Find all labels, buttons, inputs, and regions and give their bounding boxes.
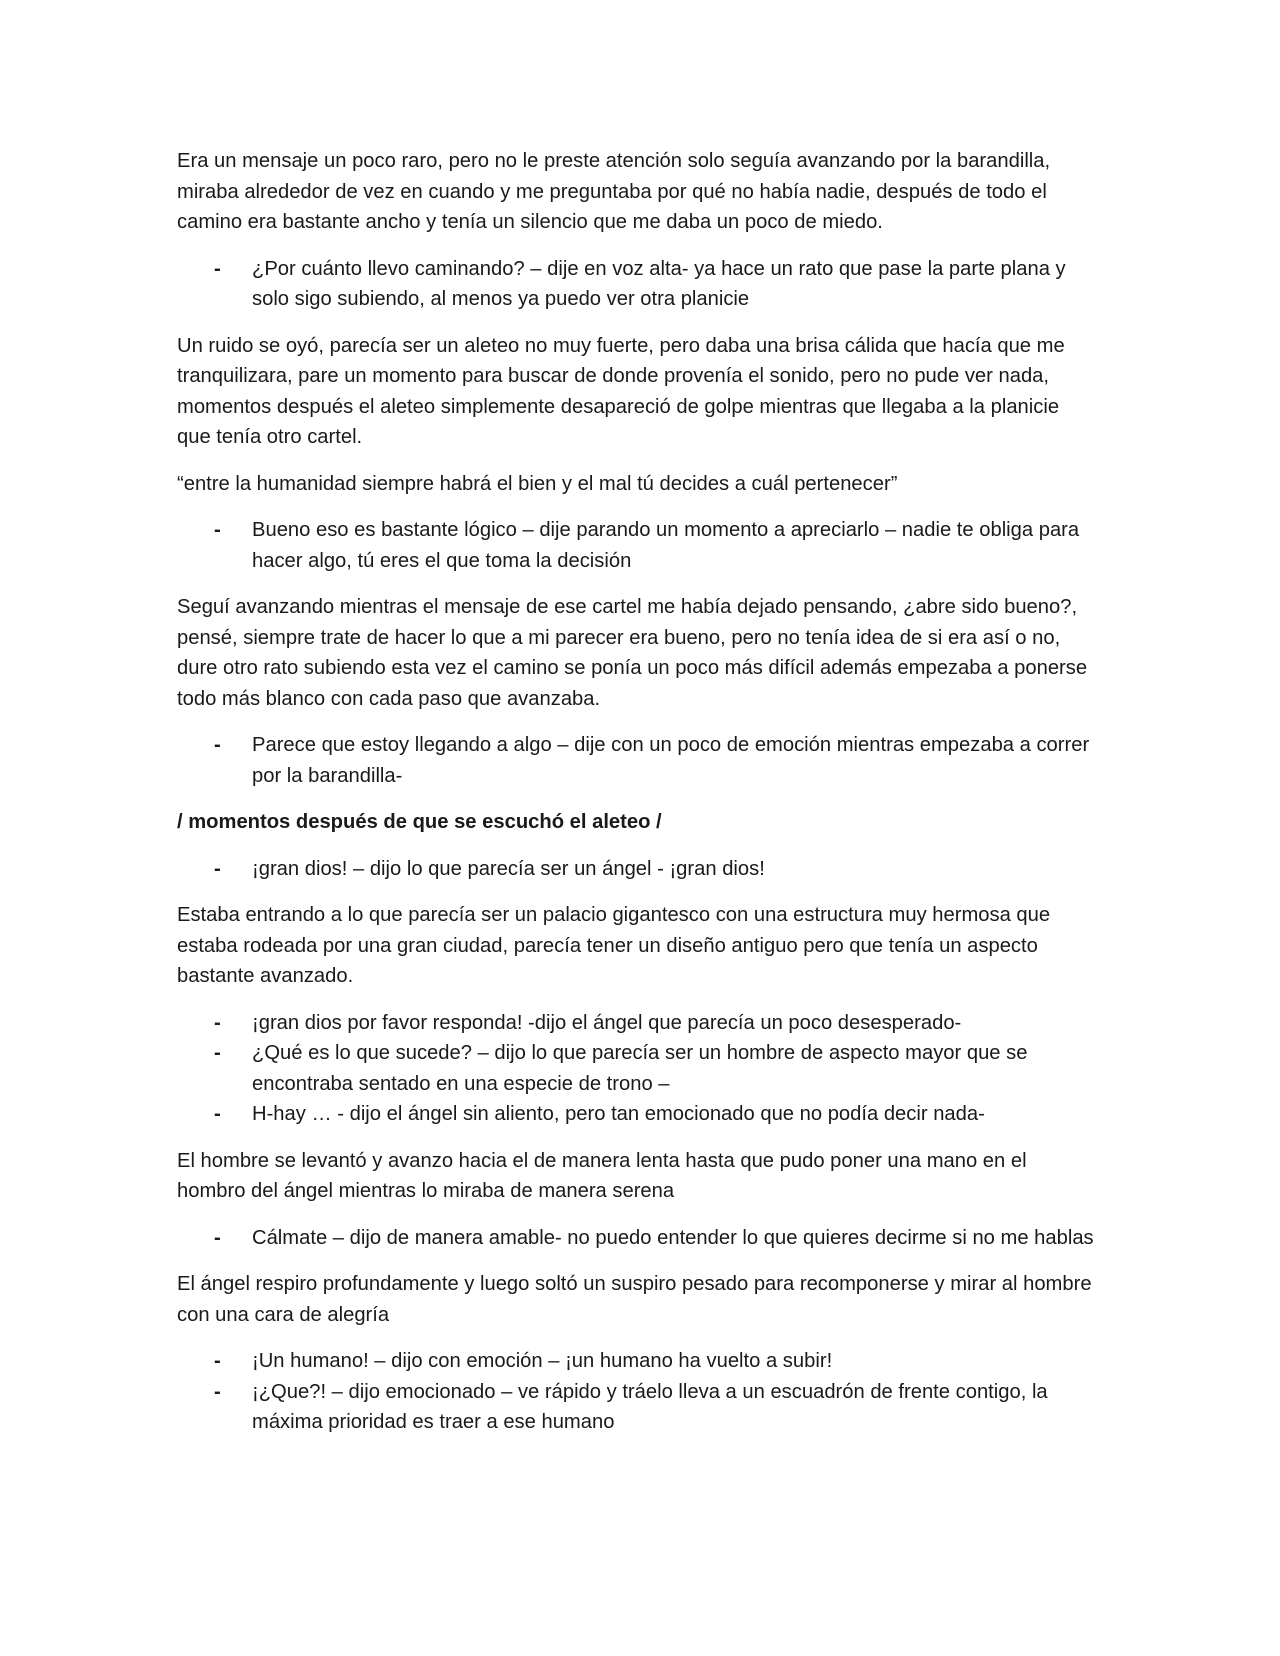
dialogue-item [177,1008,1097,1039]
dialogue-text: ¡gran dios por favor responda! -dijo el ángel que parecía un poco desesperado- [252,1011,962,1034]
sign-quote: “entre la humanidad siempre habrá el bien y el mal tú decides a cuál pertenecer” [177,472,898,495]
dialogue-text: Parece que estoy llegando a algo – dije con un poco de emoción mientras empezaba a correr por la barandilla- [252,734,1090,787]
dash-bullet: - [214,1103,221,1125]
dash-bullet: - [214,1226,221,1249]
dialogue-text: ¡Un humano! – dijo con emoción – ¡un humano ha vuelto a subir! [252,1350,833,1372]
dialogue-item [177,515,1097,576]
dialogue-item [177,854,1097,885]
dialogue-item [177,1377,1097,1438]
paragraph: El hombre se levantó y avanzo hacia el de manera lenta hasta que pudo poner una mano en el hombro del ángel mientras lo miraba de manera serena [177,1149,1027,1202]
dialogue-text: Bueno eso es bastante lógico – dije parando un momento a apreciarlo – nadie te obliga para hacer algo, tú eres el que toma la decisión [252,519,1080,572]
paragraph: Seguí avanzando mientras el mensaje de ese cartel me había dejado pensando, ¿abre sido bueno?, pensé, siempre trate de hacer lo que a mi parecer era bueno, pero no tenía idea de si era así o no, dure otro rato subiendo esta vez el camino se ponía un poco más difícil además empezaba a ponerse todo más blanco con cada paso que avanzaba. [177,596,1088,710]
dialogue-list [177,254,1097,315]
scene-break-heading: / momentos después de que se escuchó el aleteo / [177,811,662,833]
paragraph: El ángel respiro profundamente y luego soltó un suspiro pesado para recomponerse y mirar al hombre con una cara de alegría [177,1273,1092,1326]
dialogue-item [177,254,1097,315]
dash-bullet: - [214,1380,221,1403]
dash-bullet: - [214,257,221,280]
dialogue-item [177,1223,1097,1254]
dialogue-text: ¡¿Que?! – dijo emocionado – ve rápido y tráelo lleva a un escuadrón de frente contigo, la máxima prioridad es traer a ese humano [252,1380,1048,1433]
dash-bullet: - [214,734,221,756]
paragraph: Un ruido se oyó, parecía ser un aleteo no muy fuerte, pero daba una brisa cálida que hacía que me tranquilizara, pare un momento para buscar de donde provenía el sonido, pero no pude ver nada, momentos después el aleteo simplemente desapareció de golpe mientras que llegaba a la planicie que tenía otro cartel. [177,334,1065,448]
dash-bullet: - [214,857,221,880]
dash-bullet: - [214,1042,221,1064]
dialogue-item [177,730,1097,791]
dialogue-list [177,1223,1097,1254]
dialogue-item [177,1038,1097,1099]
document-page [177,146,1097,1454]
dialogue-text: ¿Por cuánto llevo caminando? – dije en voz alta- ya hace un rato que pase la parte plana y solo sigo subiendo, al menos ya puedo ver otra planicie [252,257,1066,310]
dialogue-list [177,730,1097,791]
dialogue-list [177,1008,1097,1130]
dialogue-list [177,854,1097,885]
dialogue-text: H-hay … - dijo el ángel sin aliento, pero tan emocionado que no podía decir nada- [252,1103,985,1125]
dialogue-list [177,515,1097,576]
dialogue-item [177,1099,1097,1130]
paragraph: Estaba entrando a lo que parecía ser un palacio gigantesco con una estructura muy hermosa que estaba rodeada por una gran ciudad, parecía tener un diseño antiguo pero que tenía un aspecto bastante avanzado. [177,904,1051,987]
dash-bullet: - [214,1350,221,1372]
dialogue-list [177,1346,1097,1438]
paragraph: Era un mensaje un poco raro, pero no le preste atención solo seguía avanzando por la barandilla, miraba alrededor de vez en cuando y me preguntaba por qué no había nadie, después de todo el camino era bastante ancho y tenía un silencio que me daba un poco de miedo. [177,150,1051,233]
dialogue-text: ¿Qué es lo que sucede? – dijo lo que parecía ser un hombre de aspecto mayor que se encontraba sentado en una especie de trono – [252,1042,1028,1095]
dash-bullet: - [214,519,221,541]
dash-bullet: - [214,1011,221,1034]
dialogue-item [177,1346,1097,1377]
dialogue-text: Cálmate – dijo de manera amable- no puedo entender lo que quieres decirme si no me hablas [252,1226,1094,1249]
dialogue-text: ¡gran dios! – dijo lo que parecía ser un ángel - ¡gran dios! [252,857,765,880]
